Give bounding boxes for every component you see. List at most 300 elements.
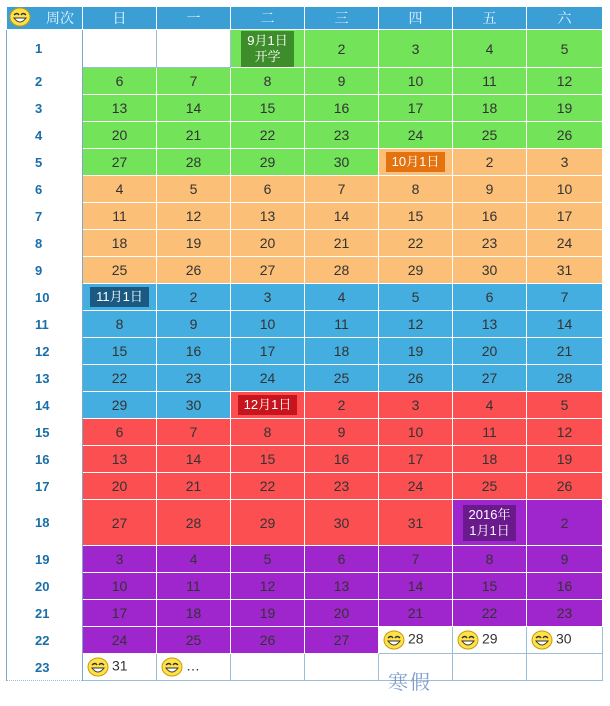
day-cell	[453, 203, 527, 230]
date-label: 11	[112, 208, 127, 224]
date-label: 29	[111, 397, 128, 413]
day-cell	[83, 419, 157, 446]
day-cell	[231, 311, 305, 338]
week-column-label: 周次	[46, 10, 74, 26]
day-cell	[305, 257, 379, 284]
date-label: 23	[333, 127, 350, 143]
date-label: 10	[407, 73, 424, 89]
date-label: 7	[189, 73, 198, 89]
date-label: 30	[333, 514, 350, 531]
day-cell	[453, 600, 527, 627]
date-label: 21	[185, 127, 202, 143]
day-cell	[231, 95, 305, 122]
day-cell	[157, 257, 231, 284]
date-label: 5	[560, 397, 569, 413]
date-label: 19	[407, 343, 424, 359]
date-label: 11	[482, 73, 497, 89]
day-cell	[527, 365, 603, 392]
week-row	[7, 392, 603, 419]
day-cell	[527, 284, 603, 311]
date-label: 15	[259, 451, 276, 467]
day-cell	[305, 95, 379, 122]
date-label: 18	[333, 343, 350, 359]
day-cell	[157, 122, 231, 149]
date-label: 17	[407, 100, 424, 116]
day-cell	[527, 30, 603, 68]
highlighted-date-label: 10月1日	[386, 152, 446, 172]
day-cell	[527, 600, 603, 627]
date-label: 15	[481, 578, 498, 594]
date-label: 13	[111, 100, 128, 116]
date-label: 16	[185, 343, 202, 359]
day-cell	[305, 419, 379, 446]
date-label: 2	[189, 289, 198, 305]
day-cell	[231, 546, 305, 573]
day-cell	[157, 149, 231, 176]
day-cell	[453, 573, 527, 600]
date-label: 4	[337, 289, 346, 305]
day-cell	[453, 176, 527, 203]
date-label: 27	[333, 632, 350, 648]
day-cell	[527, 203, 603, 230]
date-label: 25	[481, 478, 498, 494]
date-label: 23	[185, 370, 202, 386]
week-number: 11	[7, 311, 83, 338]
day-cell	[453, 68, 527, 95]
day-cell	[379, 365, 453, 392]
date-label: 8	[485, 551, 494, 567]
day-cell	[305, 203, 379, 230]
date-label: 23	[481, 235, 498, 251]
day-cell	[157, 176, 231, 203]
date-label: 19	[259, 605, 276, 621]
day-cell	[157, 500, 231, 546]
calendar-body	[7, 30, 603, 681]
day-cell	[379, 95, 453, 122]
day-cell	[527, 392, 603, 419]
day-cell	[83, 68, 157, 95]
day-cell	[157, 573, 231, 600]
day-cell	[305, 149, 379, 176]
date-label: 22	[259, 478, 276, 494]
week-number: 22	[7, 627, 83, 654]
day-cell	[379, 284, 453, 311]
day-cell	[379, 203, 453, 230]
date-label: 2	[337, 397, 346, 413]
day-header: 六	[527, 7, 603, 30]
date-label: 7	[337, 181, 346, 197]
day-cell	[379, 30, 453, 68]
date-label: 31	[556, 262, 573, 278]
date-label: 8	[263, 424, 272, 440]
date-label: 8	[411, 181, 420, 197]
date-label: 13	[259, 208, 276, 224]
day-cell	[231, 257, 305, 284]
date-label: 10	[111, 578, 128, 594]
day-cell	[527, 446, 603, 473]
day-cell	[231, 419, 305, 446]
day-cell	[527, 311, 603, 338]
day-cell	[305, 654, 379, 681]
day-cell	[453, 654, 527, 681]
day-cell	[231, 176, 305, 203]
day-cell	[453, 95, 527, 122]
day-cell	[157, 311, 231, 338]
day-cell	[453, 30, 527, 68]
day-cell	[83, 546, 157, 573]
date-label: 21	[556, 343, 573, 359]
date-label: 12	[556, 424, 573, 440]
day-cell	[453, 257, 527, 284]
date-label: 24	[407, 127, 424, 143]
day-cell	[379, 419, 453, 446]
date-label: 17	[111, 605, 128, 621]
date-label: 4	[485, 397, 494, 413]
date-label: 29	[259, 514, 276, 531]
week-number: 17	[7, 473, 83, 500]
day-cell	[527, 573, 603, 600]
day-cell	[83, 627, 157, 654]
date-label: 22	[259, 127, 276, 143]
day-cell	[83, 654, 157, 681]
date-label: 3	[560, 154, 569, 170]
day-header: 日	[83, 7, 157, 30]
week-column-header	[7, 7, 83, 30]
date-label: 23	[556, 605, 573, 621]
date-label: 24	[407, 478, 424, 494]
date-label: 14	[407, 578, 424, 594]
week-number: 12	[7, 338, 83, 365]
day-cell	[157, 203, 231, 230]
week-number: 8	[7, 230, 83, 257]
day-cell	[83, 311, 157, 338]
date-label: 24	[259, 370, 276, 386]
day-cell	[379, 473, 453, 500]
date-label: 28	[408, 630, 424, 647]
header-row	[7, 7, 603, 30]
day-cell	[379, 338, 453, 365]
date-label: 12	[407, 316, 424, 332]
week-row	[7, 257, 603, 284]
week-row	[7, 600, 603, 627]
date-label: 15	[407, 208, 424, 224]
day-cell	[83, 176, 157, 203]
day-cell	[527, 654, 603, 681]
date-label: 25	[333, 370, 350, 386]
date-label: 25	[111, 262, 128, 278]
date-label: 30	[333, 154, 350, 170]
day-cell	[231, 473, 305, 500]
date-label: 16	[333, 451, 350, 467]
week-number: 14	[7, 392, 83, 419]
date-label: 30	[481, 262, 498, 278]
week-row	[7, 284, 603, 311]
date-label: 12	[556, 73, 573, 89]
date-label: 2	[485, 154, 494, 170]
date-label: 22	[407, 235, 424, 251]
week-row	[7, 203, 603, 230]
day-cell	[305, 500, 379, 546]
date-label: 16	[556, 578, 573, 594]
date-label: 21	[333, 235, 350, 251]
school-calendar-table	[6, 6, 603, 681]
date-label: 26	[407, 370, 424, 386]
date-label: 31	[112, 657, 128, 674]
date-label: 20	[333, 605, 350, 621]
day-cell	[527, 627, 603, 654]
date-label: 27	[259, 262, 276, 278]
day-cell	[453, 627, 527, 654]
date-label: 17	[556, 208, 573, 224]
date-label: 13	[111, 451, 128, 467]
day-cell	[157, 365, 231, 392]
week-number: 2	[7, 68, 83, 95]
day-cell	[527, 500, 603, 546]
day-cell	[231, 654, 305, 681]
day-cell	[379, 149, 453, 176]
day-cell	[83, 365, 157, 392]
day-cell	[83, 149, 157, 176]
date-label: 29	[407, 262, 424, 278]
date-label: 10	[259, 316, 276, 332]
day-cell	[83, 392, 157, 419]
day-cell	[231, 338, 305, 365]
date-label: 18	[481, 100, 498, 116]
date-label: 8	[263, 73, 272, 89]
week-row	[7, 446, 603, 473]
date-label: 31	[407, 514, 424, 531]
week-row	[7, 473, 603, 500]
day-cell	[453, 365, 527, 392]
date-label: 11	[334, 316, 349, 332]
date-label: 28	[556, 370, 573, 386]
day-cell	[157, 30, 231, 68]
day-cell	[527, 149, 603, 176]
day-cell	[527, 338, 603, 365]
day-cell	[83, 338, 157, 365]
day-cell	[453, 446, 527, 473]
date-label: 4	[115, 181, 124, 197]
day-cell	[453, 392, 527, 419]
date-label: 16	[481, 208, 498, 224]
day-cell	[453, 122, 527, 149]
date-label: 13	[333, 578, 350, 594]
week-row	[7, 627, 603, 654]
date-label: 26	[185, 262, 202, 278]
date-label: 24	[111, 632, 128, 648]
day-cell	[231, 392, 305, 419]
date-label: 17	[259, 343, 276, 359]
day-cell	[157, 446, 231, 473]
date-label: 15	[259, 100, 276, 116]
date-label: 2	[560, 514, 569, 531]
day-cell	[305, 122, 379, 149]
day-cell	[157, 284, 231, 311]
day-cell	[379, 573, 453, 600]
day-cell	[379, 230, 453, 257]
day-cell	[527, 176, 603, 203]
week-row	[7, 176, 603, 203]
day-cell	[305, 230, 379, 257]
day-cell	[527, 473, 603, 500]
date-label: 6	[115, 73, 124, 89]
week-row	[7, 68, 603, 95]
day-cell	[83, 284, 157, 311]
date-label: 6	[337, 551, 346, 567]
week-row	[7, 419, 603, 446]
date-label: 14	[185, 100, 202, 116]
day-cell	[231, 68, 305, 95]
day-cell	[305, 546, 379, 573]
day-cell	[527, 122, 603, 149]
date-label: 28	[333, 262, 350, 278]
day-cell	[305, 68, 379, 95]
day-cell	[453, 149, 527, 176]
day-cell	[527, 546, 603, 573]
date-label: 26	[556, 127, 573, 143]
day-cell	[157, 654, 231, 681]
day-cell	[305, 284, 379, 311]
date-label: 30	[556, 630, 572, 647]
day-cell	[231, 122, 305, 149]
day-cell	[157, 95, 231, 122]
week-number: 7	[7, 203, 83, 230]
date-label: 27	[111, 154, 128, 170]
date-label: 19	[185, 235, 202, 251]
date-label: 24	[556, 235, 573, 251]
highlighted-date-label: 11月1日	[90, 287, 149, 307]
date-label: 8	[115, 316, 124, 332]
highlighted-date-label: 9月1日 开学	[241, 31, 293, 67]
week-number: 10	[7, 284, 83, 311]
day-cell	[83, 473, 157, 500]
day-cell	[453, 500, 527, 546]
smiley-icon	[383, 630, 405, 650]
week-number: 4	[7, 122, 83, 149]
date-label: 20	[111, 478, 128, 494]
day-cell	[157, 600, 231, 627]
day-cell	[83, 122, 157, 149]
date-label: 15	[111, 343, 128, 359]
date-label: 27	[481, 370, 498, 386]
day-cell	[379, 546, 453, 573]
day-cell	[83, 257, 157, 284]
date-label: 28	[185, 514, 202, 531]
day-header: 三	[305, 7, 379, 30]
date-label: 18	[481, 451, 498, 467]
date-label: 5	[263, 551, 272, 567]
week-number: 19	[7, 546, 83, 573]
day-cell	[231, 573, 305, 600]
day-cell	[305, 600, 379, 627]
day-cell	[527, 230, 603, 257]
day-cell	[305, 627, 379, 654]
day-cell	[157, 473, 231, 500]
day-cell	[305, 573, 379, 600]
date-label: 23	[333, 478, 350, 494]
day-cell	[379, 392, 453, 419]
day-header: 一	[157, 7, 231, 30]
week-row	[7, 546, 603, 573]
day-cell	[379, 627, 453, 654]
day-cell	[527, 95, 603, 122]
day-cell	[305, 473, 379, 500]
date-label: 13	[481, 316, 498, 332]
day-header: 二	[231, 7, 305, 30]
day-cell	[527, 257, 603, 284]
day-cell	[453, 546, 527, 573]
date-label: 9	[337, 73, 346, 89]
date-label: 3	[411, 397, 420, 413]
week-number: 23	[7, 654, 83, 681]
week-number: 18	[7, 500, 83, 546]
week-number: 1	[7, 30, 83, 68]
day-cell	[305, 392, 379, 419]
date-label: 20	[481, 343, 498, 359]
day-cell	[379, 68, 453, 95]
day-cell	[83, 500, 157, 546]
date-label: 6	[115, 424, 124, 440]
day-cell	[157, 546, 231, 573]
date-label: 3	[263, 289, 272, 305]
day-cell	[453, 338, 527, 365]
date-label: 27	[111, 514, 128, 531]
highlighted-date-label: 2016年 1月1日	[463, 505, 517, 541]
date-label: 9	[560, 551, 569, 567]
date-label: 28	[185, 154, 202, 170]
week-number: 9	[7, 257, 83, 284]
date-label: 20	[259, 235, 276, 251]
week-row	[7, 30, 603, 68]
day-cell	[157, 230, 231, 257]
day-cell	[305, 30, 379, 68]
day-cell	[83, 600, 157, 627]
day-cell	[453, 473, 527, 500]
day-cell	[305, 446, 379, 473]
date-label: 19	[556, 100, 573, 116]
date-label: 9	[189, 316, 198, 332]
date-label: 25	[481, 127, 498, 143]
date-label: 7	[560, 289, 569, 305]
date-label: 16	[333, 100, 350, 116]
day-cell	[527, 68, 603, 95]
day-cell	[379, 446, 453, 473]
week-number: 6	[7, 176, 83, 203]
winter-vacation-watermark: 寒假	[388, 670, 432, 694]
date-label: 14	[185, 451, 202, 467]
date-label: 6	[263, 181, 272, 197]
day-cell	[231, 500, 305, 546]
day-cell	[157, 627, 231, 654]
day-cell	[157, 338, 231, 365]
date-label: 3	[411, 40, 420, 57]
week-row	[7, 500, 603, 546]
highlighted-date-label: 12月1日	[238, 395, 298, 415]
day-cell	[453, 419, 527, 446]
date-label: 7	[411, 551, 420, 567]
day-cell	[231, 600, 305, 627]
date-label: 5	[411, 289, 420, 305]
date-label: 5	[560, 40, 569, 57]
day-cell	[83, 95, 157, 122]
day-cell	[157, 68, 231, 95]
date-label: 11	[186, 578, 201, 594]
day-cell	[379, 122, 453, 149]
day-cell	[231, 149, 305, 176]
week-number: 15	[7, 419, 83, 446]
date-label: 10	[556, 181, 573, 197]
date-label: 26	[259, 632, 276, 648]
